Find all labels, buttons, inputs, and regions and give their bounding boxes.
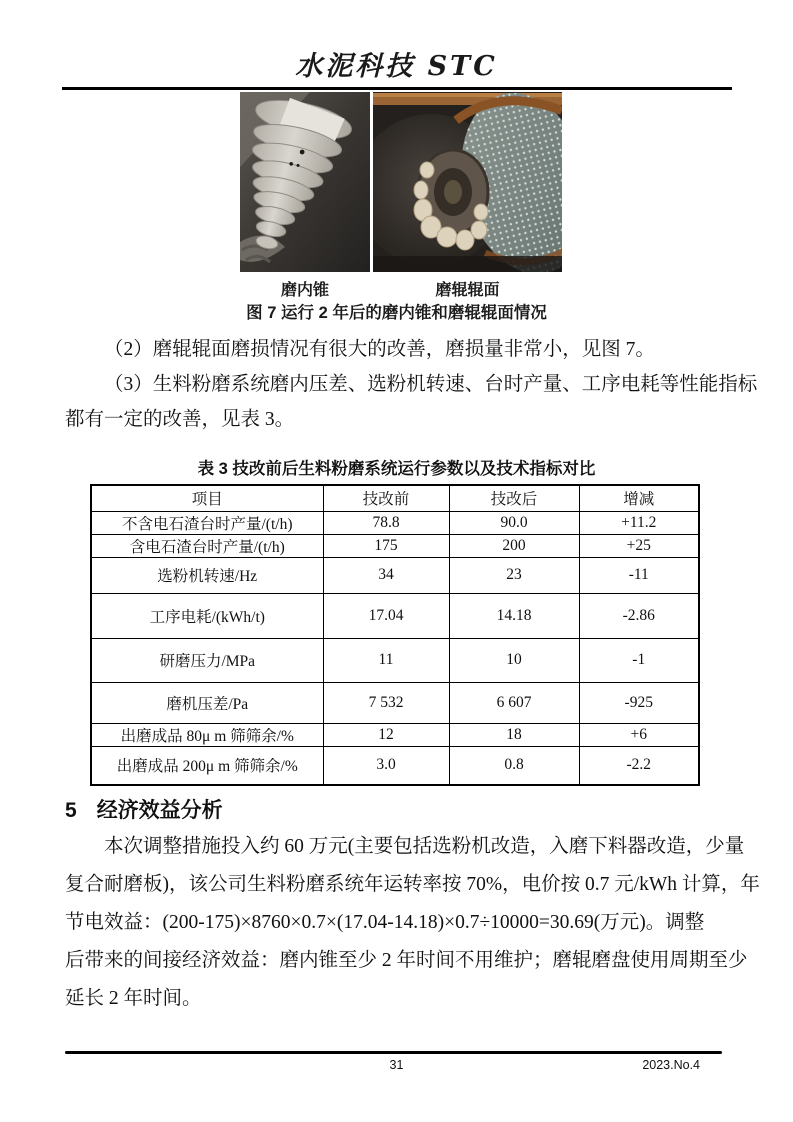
cell-item: 磨机压差/Pa	[91, 682, 323, 723]
cell-before: 7 532	[323, 682, 449, 723]
cell-item: 工序电耗/(kWh/t)	[91, 593, 323, 638]
figure-7	[240, 92, 562, 272]
economics-line-1: 本次调整措施投入约 60 万元(主要包括选粉机改造，入磨下料器改造，少量	[104, 836, 745, 857]
col-header-after: 技改后	[449, 485, 579, 511]
cell-before: 17.04	[323, 593, 449, 638]
paragraph-3-line-1: （3）生料粉磨系统磨内压差、选粉机转速、台时产量、工序电耗等性能指标	[104, 374, 758, 395]
cell-item: 出磨成品 200μ m 筛筛余/%	[91, 746, 323, 785]
photo-labels	[240, 277, 562, 300]
cell-change: +25	[579, 534, 699, 557]
cell-before: 175	[323, 534, 449, 557]
cell-change: +11.2	[579, 511, 699, 534]
table-row	[91, 746, 699, 785]
header-rule	[62, 87, 732, 90]
section-title: 经济效益分析	[96, 799, 223, 822]
cell-before: 34	[323, 557, 449, 593]
col-header-item: 项目	[91, 485, 323, 511]
cell-after: 23	[449, 557, 579, 593]
table-row	[91, 723, 699, 746]
cell-after: 14.18	[449, 593, 579, 638]
section-number: 5	[65, 799, 77, 822]
cell-item: 含电石渣台时产量/(t/h)	[91, 534, 323, 557]
col-header-before: 技改前	[323, 485, 449, 511]
cell-change: -1	[579, 638, 699, 682]
table-row	[91, 534, 699, 557]
cell-after: 0.8	[449, 746, 579, 785]
economics-line-2: 复合耐磨板)，该公司生料粉磨系统年运转率按 70%，电价按 0.7 元/kWh 计算，年	[65, 874, 760, 895]
table-row	[91, 511, 699, 534]
cell-after: 90.0	[449, 511, 579, 534]
cell-before: 78.8	[323, 511, 449, 534]
table-row	[91, 557, 699, 593]
table-row	[91, 593, 699, 638]
cell-after: 10	[449, 638, 579, 682]
cell-change: -2.2	[579, 746, 699, 785]
table-row	[91, 638, 699, 682]
paragraph-2: （2）磨辊辊面磨损情况有很大的改善，磨损量非常小，见图 7。	[104, 339, 655, 360]
cell-item: 研磨压力/MPa	[91, 638, 323, 682]
economics-line-4: 后带来的间接经济效益：磨内锥至少 2 年时间不用维护；磨辊磨盘使用周期至少	[65, 950, 748, 971]
economics-line-3: 节电效益：(200-175)×8760×0.7×(17.04-14.18)×0.7÷10000=30.69(万元)。调整	[65, 912, 705, 933]
cell-after: 18	[449, 723, 579, 746]
cell-item: 不含电石渣台时产量/(t/h)	[91, 511, 323, 534]
cell-after: 200	[449, 534, 579, 557]
table-3-title: 表 3 技改前后生料粉磨系统运行参数以及技术指标对比	[197, 460, 596, 478]
photo-label-cone: 磨内锥	[280, 282, 329, 299]
cell-item: 出磨成品 80μ m 筛筛余/%	[91, 723, 323, 746]
paragraph-3-line-2: 都有一定的改善，见表 3。	[65, 409, 295, 430]
section-5-heading	[65, 794, 733, 824]
cell-change: -11	[579, 557, 699, 593]
cell-before: 12	[323, 723, 449, 746]
footer-page-number: 31	[389, 1058, 404, 1072]
cell-after: 6 607	[449, 682, 579, 723]
cell-change: +6	[579, 723, 699, 746]
col-header-change: 增减	[579, 485, 699, 511]
table-row	[91, 682, 699, 723]
cell-change: -2.86	[579, 593, 699, 638]
table-header-row	[91, 485, 699, 511]
table-3	[90, 484, 700, 786]
footer-issue: 2023.No.4	[642, 1058, 700, 1072]
roller-surface-photo	[373, 92, 562, 272]
cell-before: 3.0	[323, 746, 449, 785]
footer-rule	[65, 1051, 722, 1054]
economics-line-5: 延长 2 年时间。	[65, 988, 202, 1009]
cell-item: 选粉机转速/Hz	[91, 557, 323, 593]
cell-change: -925	[579, 682, 699, 723]
photo-label-roller: 磨辊辊面	[435, 282, 500, 299]
body-paragraphs	[65, 332, 758, 437]
mill-inner-cone-photo	[240, 92, 370, 272]
figure-caption: 图 7 运行 2 年后的磨内锥和磨辊辊面情况	[246, 304, 547, 322]
journal-title: 水泥科技 STC	[295, 51, 498, 82]
cell-before: 11	[323, 638, 449, 682]
economics-paragraph	[65, 828, 760, 1018]
